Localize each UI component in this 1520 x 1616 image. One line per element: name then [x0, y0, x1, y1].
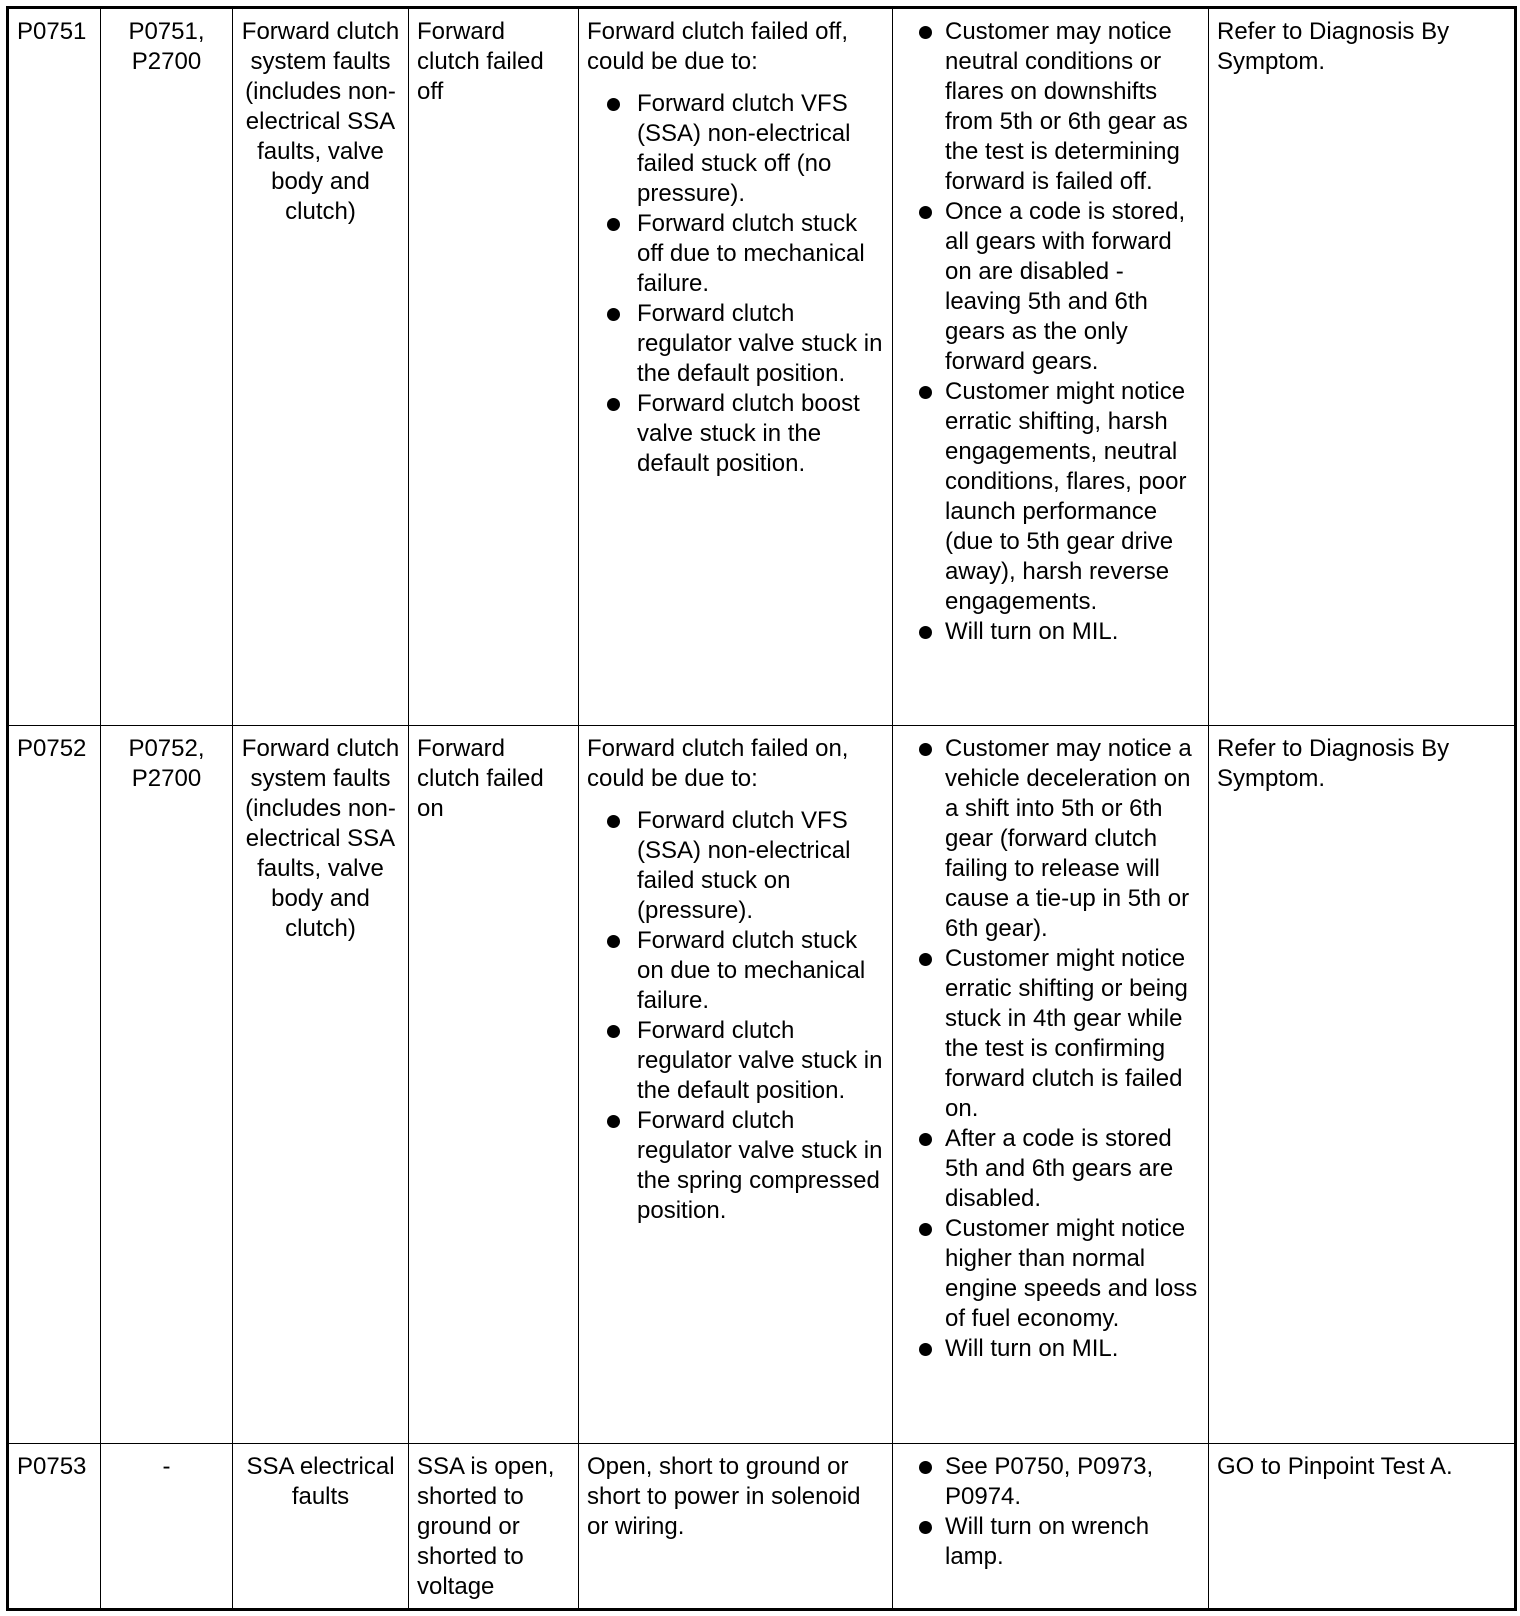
related-codes-cell: [101, 1444, 233, 1610]
dtc-table-body: [8, 8, 1516, 1610]
list-item: Will turn on MIL.: [915, 1334, 1200, 1364]
dtc-code-cell: [8, 8, 101, 726]
related-codes: P0751, P2700: [128, 18, 205, 75]
causes-cell: [579, 8, 893, 726]
related-codes: -: [162, 1453, 171, 1480]
dtc-code-cell: [8, 726, 101, 1444]
fault-category: SSA electrical faults: [246, 1453, 395, 1510]
fault-condition: Forward clutch failed on: [417, 735, 544, 822]
related-codes-cell: [101, 8, 233, 726]
dtc-code: P0751: [17, 18, 87, 45]
fault-category: Forward clutch system faults (includes non-electrical SSA faults, valve body and clutch): [241, 735, 400, 942]
fault-condition: SSA is open, shorted to ground or shorted to voltage: [417, 1453, 555, 1600]
list-item: Forward clutch VFS (SSA) non-electrical failed stuck off (no pressure).: [603, 89, 884, 209]
action-text: Refer to Diagnosis By Symptom.: [1217, 18, 1450, 75]
fault-category: Forward clutch system faults (includes non-electrical SSA faults, valve body and clutch): [241, 18, 400, 225]
list-item: Will turn on wrench lamp.: [915, 1512, 1200, 1572]
causes-intro: Forward clutch failed on, could be due to:: [587, 735, 849, 792]
table-row: [8, 8, 1516, 726]
causes-intro: Open, short to ground or short to power in solenoid or wiring.: [587, 1453, 861, 1540]
list-item: Forward clutch regulator valve stuck in the spring compressed position.: [603, 1106, 884, 1226]
action-cell: [1209, 726, 1516, 1444]
list-item: Customer might notice erratic shifting, harsh engagements, neutral conditions, flares, poor launch performance (due to 5th gear drive away), harsh reverse engagements.: [915, 377, 1200, 617]
causes-cell: [579, 1444, 893, 1610]
list-item: Forward clutch VFS (SSA) non-electrical failed stuck on (pressure).: [603, 806, 884, 926]
list-item: Customer may notice neutral conditions or flares on downshifts from 5th or 6th gear as the test is determining forward is failed off.: [915, 17, 1200, 197]
list-item: Forward clutch regulator valve stuck in the default position.: [603, 299, 884, 389]
condition-cell: [409, 1444, 579, 1610]
table-row: [8, 1444, 1516, 1610]
category-cell: [233, 726, 409, 1444]
causes-cell: [579, 726, 893, 1444]
fault-condition: Forward clutch failed off: [417, 18, 544, 105]
condition-cell: [409, 8, 579, 726]
list-item: Once a code is stored, all gears with forward on are disabled - leaving 5th and 6th gears as the only forward gears.: [915, 197, 1200, 377]
table-row: [8, 726, 1516, 1444]
action-text: Refer to Diagnosis By Symptom.: [1217, 735, 1450, 792]
list-item: Forward clutch stuck off due to mechanical failure.: [603, 209, 884, 299]
list-item: Customer may notice a vehicle deceleration on a shift into 5th or 6th gear (forward clutch failing to release will cause a tie-up in 5th or 6th gear).: [915, 734, 1200, 944]
list-item: Forward clutch regulator valve stuck in the default position.: [603, 1016, 884, 1106]
symptoms-cell: [893, 1444, 1209, 1610]
category-cell: [233, 1444, 409, 1610]
action-text: GO to Pinpoint Test A.: [1217, 1453, 1453, 1480]
dtc-code-cell: [8, 1444, 101, 1610]
dtc-code: P0752: [17, 735, 87, 762]
category-cell: [233, 8, 409, 726]
list-item: See P0750, P0973, P0974.: [915, 1452, 1200, 1512]
symptoms-list: [915, 734, 1200, 1364]
related-codes: P0752, P2700: [128, 735, 205, 792]
dtc-code: P0753: [17, 1453, 87, 1480]
symptoms-list: [915, 17, 1200, 647]
causes-list: [587, 806, 884, 1226]
causes-intro: Forward clutch failed off, could be due to:: [587, 18, 849, 75]
symptoms-cell: [893, 8, 1209, 726]
related-codes-cell: [101, 726, 233, 1444]
action-cell: [1209, 8, 1516, 726]
list-item: Customer might notice higher than normal engine speeds and loss of fuel economy.: [915, 1214, 1200, 1334]
condition-cell: [409, 726, 579, 1444]
symptoms-cell: [893, 726, 1209, 1444]
list-item: Forward clutch stuck on due to mechanical failure.: [603, 926, 884, 1016]
action-cell: [1209, 1444, 1516, 1610]
list-item: Forward clutch boost valve stuck in the default position.: [603, 389, 884, 479]
list-item: After a code is stored 5th and 6th gears are disabled.: [915, 1124, 1200, 1214]
dtc-table: [6, 6, 1517, 1611]
symptoms-list: [915, 1452, 1200, 1572]
list-item: Customer might notice erratic shifting or being stuck in 4th gear while the test is confirming forward clutch is failed on.: [915, 944, 1200, 1124]
causes-list: [587, 89, 884, 479]
list-item: Will turn on MIL.: [915, 617, 1200, 647]
